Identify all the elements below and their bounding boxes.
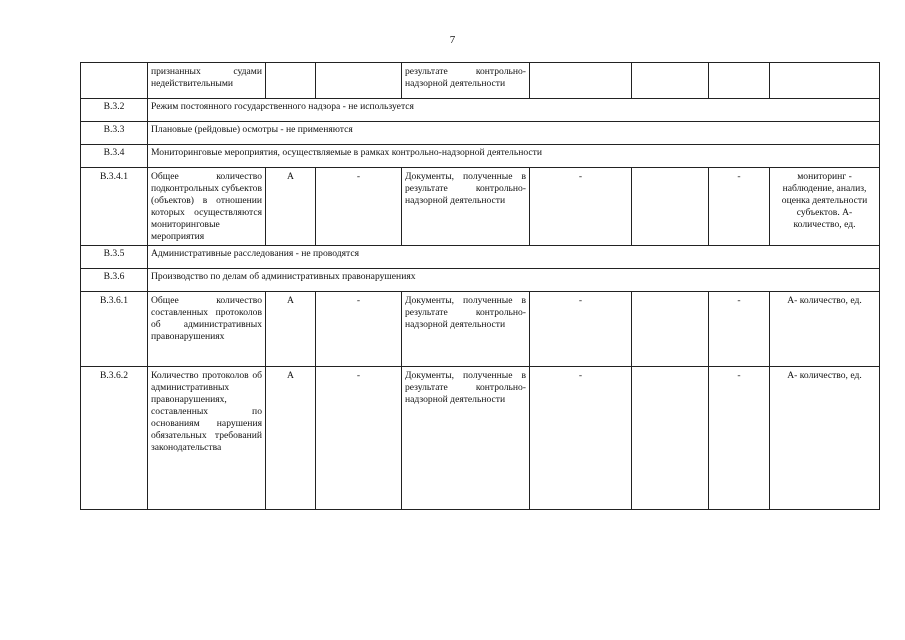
cell-designation: А — [266, 367, 316, 510]
cell-col7 — [632, 168, 709, 246]
section-row — [81, 246, 880, 269]
cell-col7 — [632, 63, 709, 99]
cell-col8: - — [709, 292, 770, 367]
cell-source: результате контрольно-надзорной деятельности — [402, 63, 530, 99]
cell-source: Документы, полученные в результате контрольно-надзорной деятельности — [402, 292, 530, 367]
section-number: В.3.2 — [81, 99, 148, 122]
section-title: Производство по делам об административных правонарушениях — [148, 269, 880, 292]
indicators-table — [80, 62, 880, 510]
cell-num: В.3.4.1 — [81, 168, 148, 246]
cell-col6: - — [530, 367, 632, 510]
cell-num: В.3.6.1 — [81, 292, 148, 367]
section-row — [81, 145, 880, 168]
cell-target: - — [316, 367, 402, 510]
cell-col6 — [530, 63, 632, 99]
cell-designation: А — [266, 292, 316, 367]
section-number: В.3.6 — [81, 269, 148, 292]
cell-indicator-name: Общее количество составленных протоколов об административных правонарушениях — [148, 292, 266, 367]
section-number: В.3.5 — [81, 246, 148, 269]
cell-note — [770, 63, 880, 99]
section-row — [81, 269, 880, 292]
cell-target: - — [316, 168, 402, 246]
table-row-continuation — [81, 63, 880, 99]
cell-designation — [266, 63, 316, 99]
table-row-indicator — [81, 168, 880, 246]
cell-source: Документы, полученные в результате контрольно-надзорной деятельности — [402, 367, 530, 510]
cell-target: - — [316, 292, 402, 367]
cell-col8 — [709, 63, 770, 99]
cell-target — [316, 63, 402, 99]
cell-col6: - — [530, 168, 632, 246]
cell-col7 — [632, 367, 709, 510]
cell-col6: - — [530, 292, 632, 367]
section-title: Плановые (рейдовые) осмотры - не применяются — [148, 122, 880, 145]
section-number: В.3.3 — [81, 122, 148, 145]
cell-num: В.3.6.2 — [81, 367, 148, 510]
page-number: 7 — [449, 34, 456, 46]
cell-col8: - — [709, 367, 770, 510]
section-title: Режим постоянного государственного надзора - не используется — [148, 99, 880, 122]
section-row — [81, 99, 880, 122]
cell-indicator-name: Количество протоколов об административных правонарушениях, составленных по основаниям нарушения обязательных требований законодательства — [148, 367, 266, 510]
section-number: В.3.4 — [81, 145, 148, 168]
table-row-indicator — [81, 292, 880, 367]
section-row — [81, 122, 880, 145]
cell-num — [81, 63, 148, 99]
cell-col7 — [632, 292, 709, 367]
cell-indicator-name: признанных судами недействительными — [148, 63, 266, 99]
table-row-indicator — [81, 367, 880, 510]
cell-designation: А — [266, 168, 316, 246]
section-title: Мониторинговые мероприятия, осуществляемые в рамках контрольно-надзорной деятельности — [148, 145, 880, 168]
cell-note: мониторинг - наблюдение, анализ, оценка деятельности субъектов. А- количество, ед. — [770, 168, 880, 246]
cell-source: Документы, полученные в результате контрольно-надзорной деятельности — [402, 168, 530, 246]
cell-indicator-name: Общее количество подконтрольных субъектов (объектов) в отношении которых осуществляются мониторинговые мероприятия — [148, 168, 266, 246]
cell-note: А- количество, ед. — [770, 292, 880, 367]
cell-note: А- количество, ед. — [770, 367, 880, 510]
section-title: Административные расследования - не проводятся — [148, 246, 880, 269]
cell-col8: - — [709, 168, 770, 246]
